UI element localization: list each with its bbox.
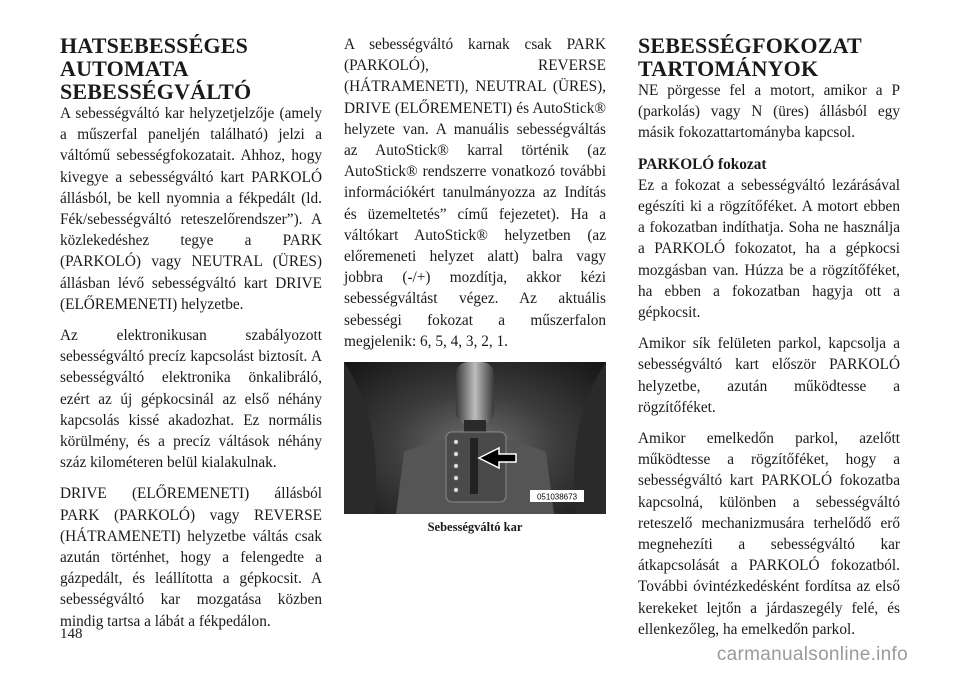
image-code: 051038673: [536, 492, 578, 502]
paragraph: A sebességváltó karnak csak PARK (PARKOLÓ), REVERSE (HÁTRAMENETI), NEUTRAL (ÜRES), DRIVE (ELŐREMENETI) és AutoStick® helyzete van. A manuális sebességváltás az AutoStick® karral történik (az AutoStick® rendszerre vonatkozó további információkért tanulmányozza az Indítás és üzemeltetés” című fejezetet). Ha a váltókart AutoStick® helyzetben (az előremeneti helyzet alatt) balra vagy jobbra (-/+) mozdítja, akkor kézi sebességváltást végez. Az aktuális sebességi fokozat a műszerfalon megjelenik: 6, 5, 4, 3, 2, 1.: [344, 36, 606, 350]
gear-shifter-illustration: [344, 362, 606, 514]
subheading-park: PARKOLÓ fokozat: [638, 155, 767, 173]
image-caption: Sebességváltó kar: [427, 520, 523, 535]
page-number: 148: [60, 626, 83, 642]
paragraph: NE pörgesse fel a motort, amikor a P (parkolás) vagy N (üres) állásból egy másik fokozattartományba kapcsol.: [638, 82, 900, 142]
gear-shifter-photo: [344, 362, 606, 514]
paragraph: Amikor emelkedőn parkol, azelőtt működtesse a rögzítőféket, hogy a sebességváltó kart PARKOLÓ fokozatba kapcsolná, különben a sebességváltó reteszelő mechanizmusára terhelődő erő megnehezíti a sebességváltó kar átkapcsolását a PARKOLÓ fokozatból. További óvintézkedésként fordítsa az első kerekeket lejtőn a járdaszegély felé, és ellenkezőleg, ha emelkedőn parkol.: [638, 430, 900, 638]
paragraph: Ez a fokozat a sebességváltó lezárásával egészíti ki a rögzítőféket. A motort ebben a fokozatban indíthatja. Soha ne használja a PARKOLÓ fokozatot, ha a gépkocsi mozgásban van. Húzza be a rögzítőféket, ha ebben a fokozatban hagyja ott a gépkocsit.: [638, 176, 900, 322]
column-middle: [344, 34, 606, 535]
column-right: [638, 34, 900, 650]
paragraph: DRIVE (ELŐREMENETI) állásból PARK (PARKOLÓ) vagy REVERSE (HÁTRAMENETI) helyzetbe váltás csak azután történhet, hogy a felengedte a gázpedált, és leállította a gépkocsit. A sebességváltó kar mozgatása közben mindig tartsa a lábát a fékpedálon.: [60, 485, 322, 630]
paragraph: A sebességváltó kar helyzetjelzője (amely a műszerfal paneljén található) jelzi a váltómű sebességfokozatait. Ahhoz, hogy kivegye a sebességváltó kart PARKOLÓ állásból, be kell nyomnia a fékpedált (ld. Fék/sebességváltó reteszelőrendszer”). A közlekedéshez tegye a PARK (PARKOLÓ) vagy NEUTRAL (ÜRES) állásban lévő sebességváltó kart DRIVE (ELŐREMENETI) helyzetbe.: [60, 105, 322, 313]
paragraph: Az elektronikusan szabályozott sebességváltó precíz kapcsolást biztosít. A sebességváltó elektronika önkalibráló, ezért az új gépkocsinál az első néhány kapcsolás kissé akadozhat. Ez normális körülmény, és a precíz váltások néhány száz kilométeren belül kialakulnak.: [60, 327, 322, 472]
section-title-automatic-transmission: HATSEBESSÉGES AUTOMATA SEBESSÉGVÁLTÓ: [60, 33, 252, 104]
watermark: carmanualsonline.info: [716, 644, 908, 665]
column-left: [60, 34, 322, 642]
paragraph: Amikor sík felületen parkol, kapcsolja a sebességváltó kart először PARKOLÓ helyzetbe, azután működtesse a rögzítőféket.: [638, 335, 900, 416]
section-title-gear-ranges: SEBESSÉGFOKOZAT TARTOMÁNYOK: [638, 33, 862, 81]
